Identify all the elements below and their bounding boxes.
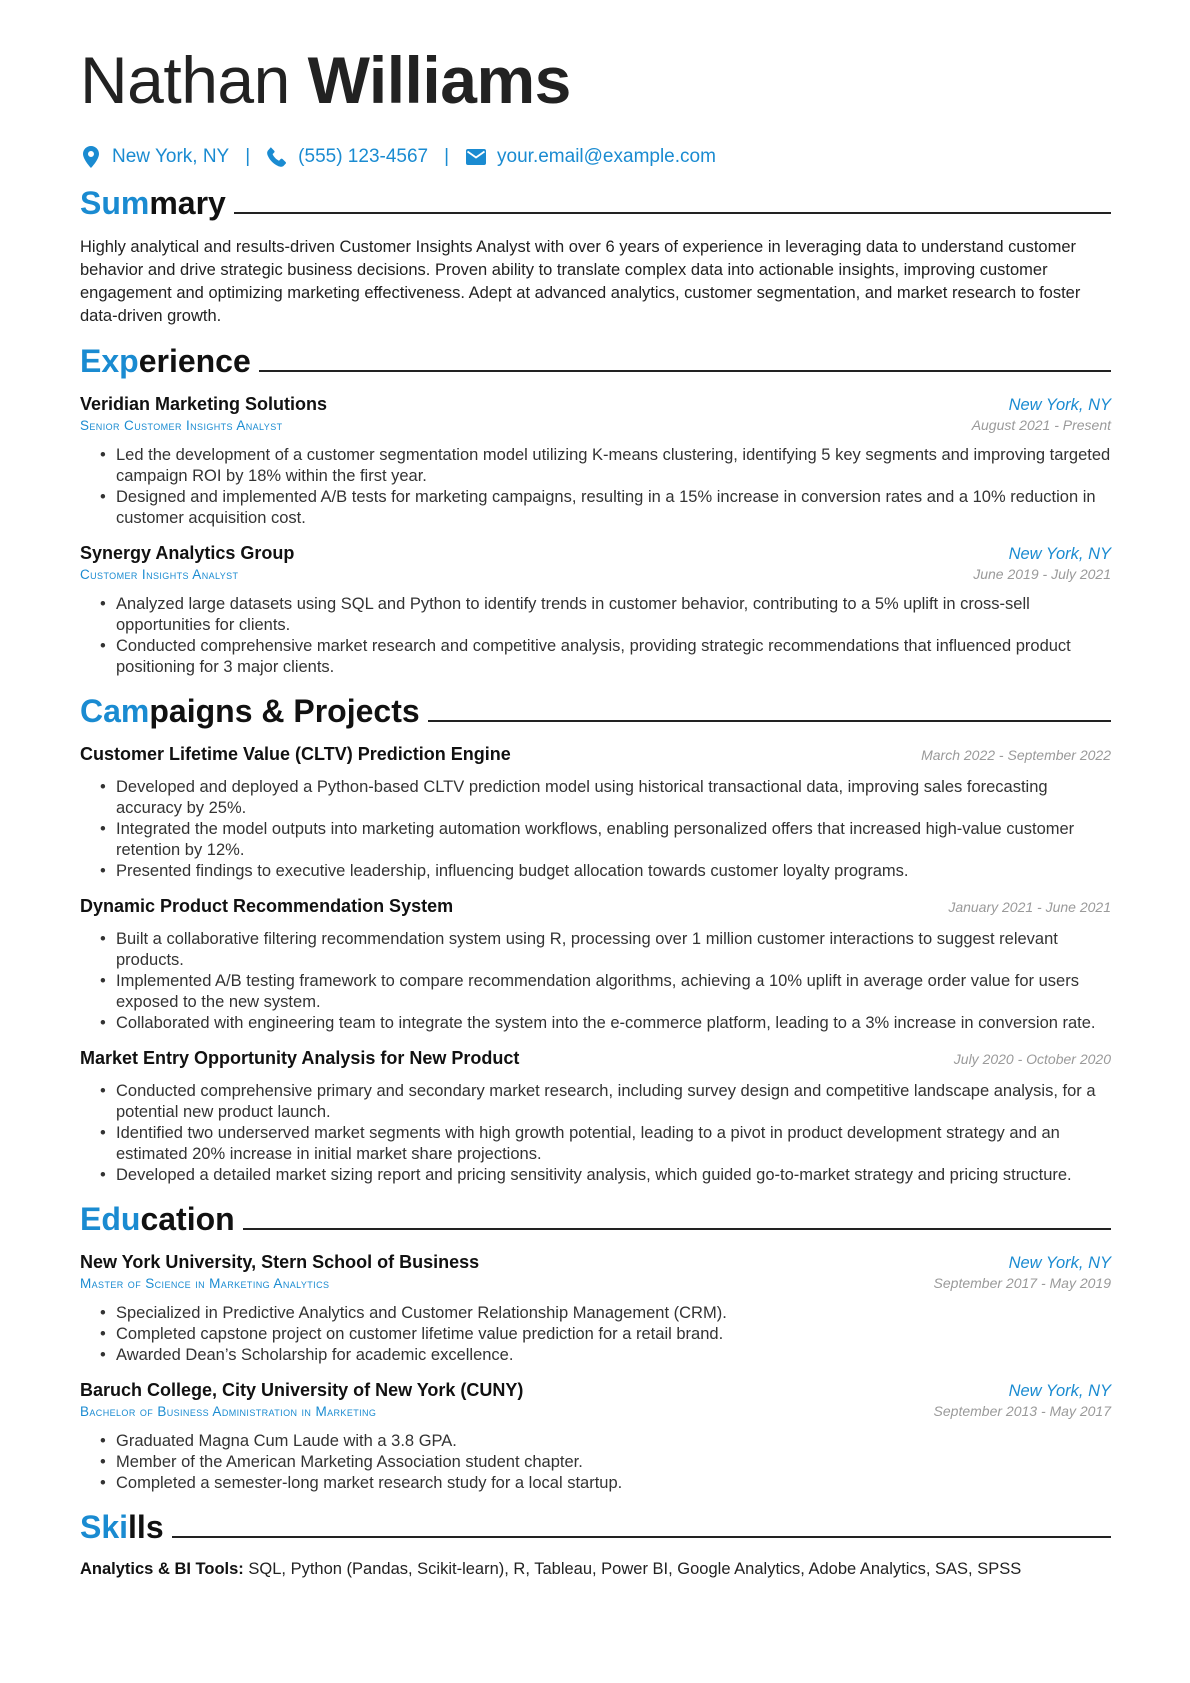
project-name: Dynamic Product Recommendation System bbox=[80, 896, 454, 916]
project-entry bbox=[80, 744, 1111, 882]
bullet-list bbox=[80, 1431, 1111, 1494]
list-item: • Integrated the model outputs into marketing automation workflows, enabling personalized offers that increased high-value customer retention by 12%. bbox=[100, 819, 1111, 861]
section-title: Campaigns & Projects bbox=[80, 693, 420, 729]
list-item: • Conducted comprehensive market research and competitive analysis, providing strategic recommendations that influenced product positioning for 3 major clients. bbox=[100, 636, 1111, 678]
school-name: Baruch College, City University of New York (CUNY) bbox=[80, 1380, 524, 1400]
list-item: • Analyzed large datasets using SQL and Python to identify trends in customer behavior, contributing to a 5% uplift in cross-sell opportunities for clients. bbox=[100, 594, 1111, 636]
education-entry bbox=[80, 1380, 1111, 1494]
school-name: New York University, Stern School of Business bbox=[80, 1252, 480, 1272]
project-dates: January 2021 - June 2021 bbox=[948, 899, 1111, 915]
summary-text: Highly analytical and results-driven Customer Insights Analyst with over 6 years of experience in leveraging data to understand customer behavior and drive strategic business decisions. Proven ability to translate complex data into actionable insights, improving customer engagement and optimizing marketing effectiveness. Adept at advanced analytics, customer segmentation, and market research to foster data-driven growth. bbox=[80, 238, 1081, 325]
contact-email[interactable] bbox=[465, 146, 716, 168]
job-entry bbox=[80, 543, 1111, 678]
section-divider bbox=[243, 1228, 1111, 1230]
section-divider bbox=[428, 720, 1111, 722]
company-name: Veridian Marketing Solutions bbox=[80, 394, 328, 414]
bullet-list bbox=[80, 929, 1111, 1034]
degree-name: Bachelor of Business Administration in Marketing bbox=[80, 1404, 377, 1419]
list-item: • Collaborated with engineering team to integrate the system into the e-commerce platform, leading to a 3% increase in conversion rate. bbox=[100, 1013, 1111, 1034]
list-item: • Developed and deployed a Python-based CLTV prediction model using historical transactional data, improving sales forecasting accuracy by 25%. bbox=[100, 777, 1111, 819]
school-dates: September 2017 - May 2019 bbox=[933, 1275, 1111, 1291]
job-role: Senior Customer Insights Analyst bbox=[80, 418, 283, 433]
phone-text: (555) 123-4567 bbox=[298, 146, 429, 167]
bullet-list bbox=[80, 445, 1111, 529]
list-item: • Conducted comprehensive primary and secondary market research, including survey design and competitive landscape analysis, for a potential new product launch. bbox=[100, 1081, 1111, 1123]
section-title: Summary bbox=[80, 185, 226, 221]
section-title: Experience bbox=[80, 343, 251, 379]
list-item: • Completed a semester-long market research study for a local startup. bbox=[100, 1473, 1111, 1494]
job-entry bbox=[80, 394, 1111, 529]
project-name: Market Entry Opportunity Analysis for New Product bbox=[80, 1048, 520, 1068]
list-item: • Presented findings to executive leadership, influencing budget allocation towards customer loyalty programs. bbox=[100, 861, 1111, 882]
map-pin-icon bbox=[80, 146, 102, 168]
list-item: • Specialized in Predictive Analytics and Customer Relationship Management (CRM). bbox=[100, 1303, 1111, 1324]
section-divider bbox=[172, 1536, 1111, 1538]
education-entry bbox=[80, 1252, 1111, 1366]
candidate-name bbox=[80, 38, 1111, 122]
first-name: Nathan bbox=[80, 43, 290, 117]
contact-separator: | bbox=[444, 146, 450, 167]
contact-location bbox=[80, 146, 229, 168]
summary-heading bbox=[80, 184, 1111, 222]
education-heading bbox=[80, 1200, 1111, 1238]
school-location: New York, NY bbox=[1008, 1382, 1111, 1400]
last-name: Williams bbox=[307, 43, 571, 117]
section-divider bbox=[259, 370, 1111, 372]
location-text: New York, NY bbox=[112, 146, 230, 167]
job-role: Customer Insights Analyst bbox=[80, 567, 239, 582]
list-item: • Developed a detailed market sizing report and pricing sensitivity analysis, which guided go-to-market strategy and pricing structure. bbox=[100, 1165, 1111, 1186]
contact-separator: | bbox=[245, 146, 251, 167]
job-location: New York, NY bbox=[1008, 396, 1111, 414]
project-dates: March 2022 - September 2022 bbox=[921, 747, 1111, 763]
list-item: • Member of the American Marketing Association student chapter. bbox=[100, 1452, 1111, 1473]
school-location: New York, NY bbox=[1008, 1254, 1111, 1272]
school-dates: September 2013 - May 2017 bbox=[933, 1403, 1111, 1419]
bullet-list bbox=[80, 594, 1111, 678]
list-item: • Identified two underserved market segments with high growth potential, leading to a pivot in product development strategy and an estimated 20% increase in initial market share projections. bbox=[100, 1123, 1111, 1165]
envelope-icon bbox=[465, 146, 487, 168]
section-divider bbox=[234, 212, 1111, 214]
job-location: New York, NY bbox=[1008, 545, 1111, 563]
project-entry bbox=[80, 1048, 1111, 1186]
job-dates: June 2019 - July 2021 bbox=[973, 566, 1111, 582]
phone-icon bbox=[266, 146, 288, 168]
skills-line bbox=[80, 1560, 1111, 1579]
list-item: • Completed capstone project on customer lifetime value prediction for a retail brand. bbox=[100, 1324, 1111, 1345]
project-dates: July 2020 - October 2020 bbox=[953, 1051, 1111, 1067]
company-name: Synergy Analytics Group bbox=[80, 543, 295, 563]
list-item: • Implemented A/B testing framework to compare recommendation algorithms, achieving a 10% uplift in average order value for users exposed to the new system. bbox=[100, 971, 1111, 1013]
skills-value: SQL, Python (Pandas, Scikit-learn), R, Tableau, Power BI, Google Analytics, Adobe Analytics, SAS, SPSS bbox=[243, 1560, 1022, 1578]
project-name: Customer Lifetime Value (CLTV) Prediction Engine bbox=[80, 744, 511, 764]
list-item: • Designed and implemented A/B tests for marketing campaigns, resulting in a 15% increase in conversion rates and a 10% reduction in customer acquisition cost. bbox=[100, 487, 1111, 529]
experience-heading bbox=[80, 342, 1111, 380]
list-item: • Led the development of a customer segmentation model utilizing K-means clustering, identifying 5 key segments and improving targeted campaign ROI by 18% within the first year. bbox=[100, 445, 1111, 487]
list-item: • Awarded Dean’s Scholarship for academic excellence. bbox=[100, 1345, 1111, 1366]
contact-phone[interactable] bbox=[266, 146, 428, 168]
degree-name: Master of Science in Marketing Analytics bbox=[80, 1276, 330, 1291]
skills-heading bbox=[80, 1508, 1111, 1546]
bullet-list bbox=[80, 1303, 1111, 1366]
list-item: • Graduated Magna Cum Laude with a 3.8 GPA. bbox=[100, 1431, 1111, 1452]
skills-label: Analytics & BI Tools: bbox=[80, 1560, 244, 1578]
project-entry bbox=[80, 896, 1111, 1034]
list-item: • Built a collaborative filtering recommendation system using R, processing over 1 million customer interactions to suggest relevant products. bbox=[100, 929, 1111, 971]
bullet-list bbox=[80, 1081, 1111, 1186]
projects-heading bbox=[80, 692, 1111, 730]
contact-bar bbox=[80, 142, 1111, 172]
job-dates: August 2021 - Present bbox=[971, 417, 1111, 433]
bullet-list bbox=[80, 777, 1111, 882]
section-title: Education bbox=[80, 1201, 235, 1237]
email-text: your.email@example.com bbox=[497, 146, 716, 167]
section-title: Skills bbox=[80, 1509, 164, 1545]
